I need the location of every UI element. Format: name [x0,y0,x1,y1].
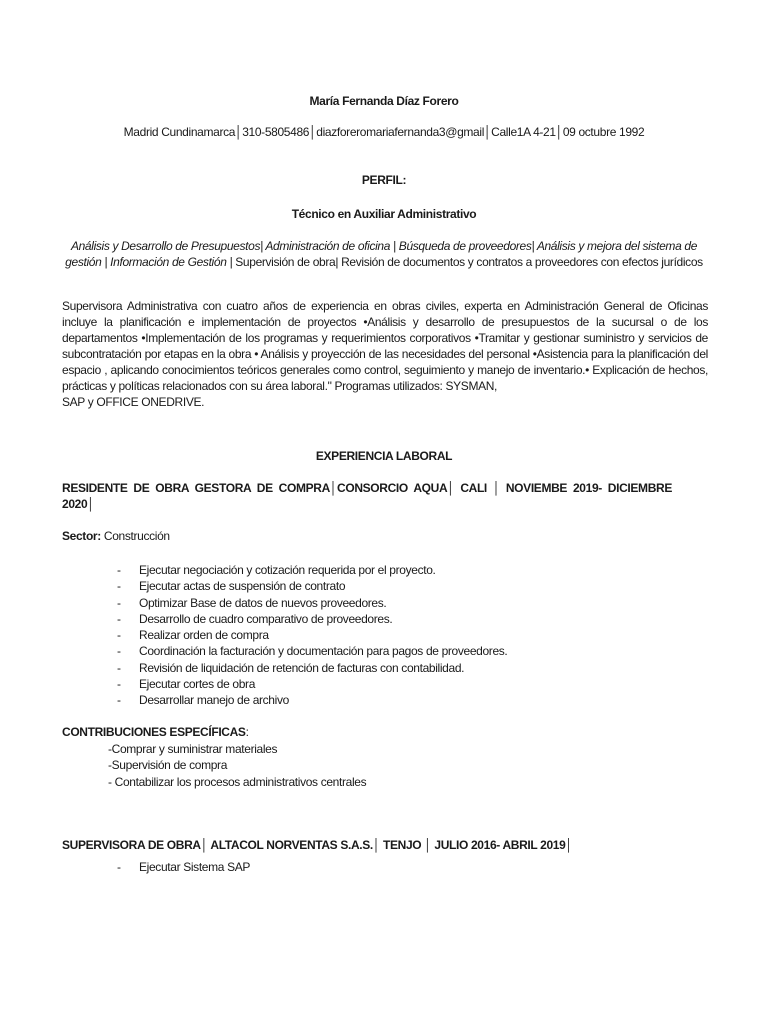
duty-text: Desarrollar manejo de archivo [139,693,289,708]
bullet-dash: - [117,677,121,692]
skills-regular: Supervisión de obra| Revisión de documentos y contratos a proveedores con efectos jurídicos [232,255,703,269]
bullet-dash: - [117,860,121,874]
duty-text: Revisión de liquidación de retención de facturas con contabilidad. [139,660,465,675]
candidate-name: María Fernanda Díaz Forero [309,94,459,108]
profile-heading: PERFIL: [361,173,407,187]
list-item [117,676,699,692]
profile-subtitle: Técnico en Auxiliar Administrativo [291,207,477,221]
duty-text: Ejecutar cortes de obra [139,677,256,692]
contributions-heading [62,724,249,740]
contributions-list [108,741,366,790]
job2-duties-list [117,859,699,875]
duty-text: Ejecutar Sistema SAP [139,860,251,874]
bullet-dash: - [117,693,121,708]
list-item [117,562,699,578]
list-item [117,643,699,659]
bullet-dash: - [117,644,121,659]
job1-title: RESIDENTE DE OBRA GESTORA DE COMPRA│CONSORCIO AQUA│ CALI │ NOVIEMBE 2019- DICIEMBRE 2020│ [62,481,672,511]
bullet-dash: - [117,660,121,675]
bullet-dash: - [117,611,121,626]
duty-text: Ejecutar negociación y cotización requerida por el proyecto. [139,563,436,577]
contributions-title: CONTRIBUCIONES ESPECÍFICAS [62,725,246,739]
bullet-dash: - [117,579,121,594]
sector-label: Sector: [62,529,101,543]
bullet-dash: - [117,563,121,577]
duty-text: Desarrollo de cuadro comparativo de proveedores. [139,611,393,626]
sector-value: Construcción [100,529,170,543]
profile-summary [62,298,708,410]
list-item [117,859,699,875]
duty-text: Realizar orden de compra [139,628,269,643]
list-item: -Supervisión de compra [108,758,228,773]
skills-italic: Análisis y Desarrollo de Presupuestos| Administración de oficina | Búsqueda de proveedores| Análisis y mejora del sistema de gestión | Información de Gestión | [65,239,698,269]
list-item [117,578,699,594]
experience-heading: EXPERIENCIA LABORAL [315,449,453,463]
contributions-colon: : [245,725,249,739]
duty-text: Optimizar Base de datos de nuevos proveedores. [139,595,387,610]
list-item: -Comprar y suministrar materiales [108,742,278,756]
list-item [117,692,699,708]
list-item [117,660,699,676]
list-item [117,627,699,643]
skills-summary [56,238,712,270]
list-item [117,595,699,611]
duty-text: Coordinación la facturación y documentación para pagos de proveedores. [139,644,508,659]
bullet-dash: - [117,628,121,643]
job1-duties-list [117,562,699,709]
list-item: - Contabilizar los procesos administrativos centrales [108,774,367,789]
bullet-dash: - [117,595,121,610]
summary-paragraph: Supervisora Administrativa con cuatro años de experiencia en obras civiles, experta en Administración General de Oficinas incluye la planificación e implementación de proyectos •Análisis y desarrollo de presupuestos de la sucursal o de los departamentos •Implementación de los programas y requerimientos corporativos •Tramitar y gestionar suministro y servicios de subcontratación por etapas en la obra • Análisis y proyección de las necesidades del personal •Asistencia para la planificación del espacio , aplicando conocimientos teóricos generales como control, seguimiento y manejo de inventario.• Explicación de hechos, prácticas y políticas relacionados con su área laboral." Programas utilizados: SYSMAN, [62,299,708,393]
summary-last-line: SAP y OFFICE ONEDRIVE. [62,395,205,409]
job1-sector [62,528,170,544]
list-item [117,611,699,627]
duty-text: Ejecutar actas de suspensión de contrato [139,579,346,594]
job2-title: SUPERVISORA DE OBRA│ ALTACOL NORVENTAS S.A.S.│ TENJO │ JULIO 2016- ABRIL 2019│ [62,838,573,852]
contact-line: Madrid Cundinamarca│310-5805486│diazforeromariafernanda3@gmail│Calle1A 4-21│09 octubre 1992 [123,125,645,139]
